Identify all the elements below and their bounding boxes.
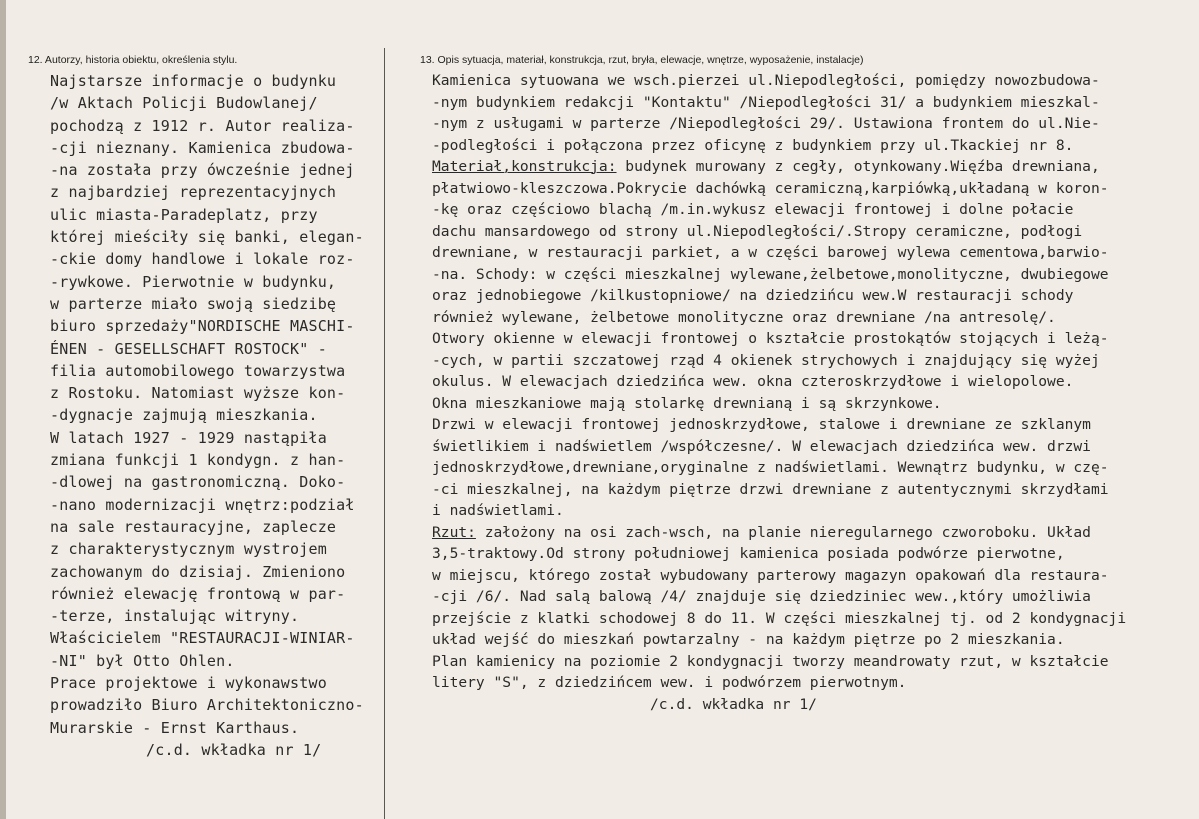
text-line: -podległości i połączona przez oficynę z budynkiem przy ul.Tkackiej nr 8. [432, 136, 1074, 154]
text-line-material [432, 156, 1199, 178]
text-line: drewniane, w restauracji parkiet, a w części barowej wylewa cementowa,barwio- [432, 244, 1109, 261]
text-line: pochodzą z 1912 r. Autor realiza- [50, 116, 355, 135]
text-line: Prace projektowe i wykonawstwo [50, 674, 327, 693]
text-line: przejście z klatki schodowej 8 do 11. W części mieszkalnej tj. od 2 kondygnacji [432, 609, 1127, 627]
text-line: prowadziło Biuro Architektoniczno- [50, 696, 364, 715]
text-line: oraz jednobiegowe /kilkustopniowe/ na dziedzińcu wew.W restauracji schody [432, 287, 1074, 304]
text-line: której mieściły się banki, elegan- [50, 228, 364, 247]
text-line: Kamienica sytuowana we wsch.pierzei ul.Niepodległości, pomiędzy nowozbudowa- [432, 72, 1100, 89]
text-line: z charakterystycznym wystrojem [50, 540, 327, 559]
text-line: zmiana funkcji 1 kondygn. z han- [50, 451, 346, 470]
text-line: dachu mansardowego od strony ul.Niepodległości/.Stropy ceramiczne, podłogi [432, 222, 1083, 240]
text-line: Drzwi w elewacji frontowej jednoskrzydłowe, stalowe i drewniane ze szklanym [432, 416, 1091, 433]
continuation-note: /c.d. wkładka nr 1/ [146, 740, 322, 759]
column-divider [384, 48, 385, 819]
text-line: 3,5-traktowy.Od strony południowej kamienica posiada podwórze pierwotne, [432, 545, 1065, 562]
text-line: -NI" był Otto Ohlen. [50, 651, 235, 670]
section-12-heading: 12. Autorzy, historia obiektu, określenia stylu. [28, 54, 238, 66]
text-line: -cji nieznany. Kamienica zbudowa- [50, 138, 355, 157]
text-line: Otwory okienne w elewacji frontowej o kształcie prostokątów stojących i leżą- [432, 330, 1109, 347]
text-line: również elewację frontową w par- [50, 584, 346, 603]
text-line: w miejscu, którego został wybudowany parterowy magazyn opakowań dla restaura- [432, 566, 1109, 584]
text-line: /w Aktach Policji Budowlanej/ [50, 94, 318, 113]
text-line: -nym budynkiem redakcji "Kontaktu" /Niepodległości 31/ a budynkiem mieszkal- [432, 93, 1100, 111]
text-line: układ wejść do mieszkań powtarzalny - na każdym piętrze po 2 mieszkania. [432, 631, 1065, 648]
text-line: -ckie domy handlowe i lokale roz- [50, 250, 355, 269]
text-line: biuro sprzedaży"NORDISCHE MASCHI- [50, 317, 355, 336]
text-line: -ci mieszkalnej, na każdym piętrze drzwi drewniane z autentycznymi skrzydłami [432, 480, 1109, 498]
text-line: w parterze miało swoją siedzibę [50, 294, 337, 313]
text-line: jednoskrzydłowe,drewniane,oryginalne z nadświetlami. Wewnątrz budynku, w czę- [432, 459, 1109, 476]
section-12-body [50, 70, 380, 761]
text-line: -cych, w partii szczatowej rząd 4 okienek strychowych i znajdujący się wyżej [432, 351, 1100, 369]
text-line: -na została przy ówcześnie jednej [50, 161, 355, 180]
text-line: -nano modernizacji wnętrz:podział [50, 495, 355, 514]
text-line: -terze, instalując witryny. [50, 607, 300, 626]
text-line: W latach 1927 - 1929 nastąpiła [50, 428, 327, 447]
text-line: -na. Schody: w części mieszkalnej wylewane,żelbetowe,monolityczne, dwubiegowe [432, 265, 1109, 283]
continuation-note: /c.d. wkładka nr 1/ [650, 695, 817, 713]
text-line: -nym z usługami w parterze /Niepodległości 29/. Ustawiona frontem do ul.Nie- [432, 115, 1100, 132]
rzut-text: założony na osi zach-wsch, na planie nieregularnego czworoboku. Układ [475, 523, 1091, 541]
text-line: płatwiowo-kleszczowa.Pokrycie dachówką ceramiczną,karpiówką,układaną w koron- [432, 179, 1109, 197]
text-line: -rywkowe. Pierwotnie w budynku, [50, 272, 337, 291]
section-13-heading: 13. Opis sytuacja, materiał, konstrukcja, rzut, bryła, elewacje, wnętrze, wyposażenie, instalacje) [420, 54, 864, 66]
text-line: -kę oraz częściowo blachą /m.in.wykusz elewacji frontowej i dolne połacie [432, 201, 1074, 218]
text-line: Najstarsze informacje o budynku [50, 72, 337, 90]
text-line: świetlikiem i nadświetlem /współczesne/. W elewacjach dziedzińca wew. drzwi [432, 437, 1091, 455]
text-line: z Rostoku. Natomiast wyższe kon- [50, 384, 346, 403]
section-13-body [432, 70, 1199, 715]
rzut-label: Rzut: [432, 523, 476, 541]
text-line: Plan kamienicy na poziomie 2 kondygnacji tworzy meandrowaty rzut, w kształcie [432, 652, 1109, 670]
text-line: litery "S", z dziedzińcem wew. i podwórzem pierwotnym. [432, 674, 907, 691]
text-line: -dlowej na gastronomiczną. Doko- [50, 473, 346, 492]
text-line: ulic miasta-Paradeplatz, przy [50, 205, 318, 224]
text-line: okulus. W elewacjach dziedzińca wew. okna czteroskrzydłowe i wielopolowe. [432, 373, 1074, 390]
text-line-rzut [432, 522, 1199, 544]
text-line: Okna mieszkaniowe mają stolarkę drewnianą i są skrzynkowe. [432, 394, 942, 412]
text-line: i nadświetlami. [432, 502, 564, 519]
text-line: na sale restauracyjne, zaplecze [50, 517, 337, 536]
text-line: Właścicielem "RESTAURACJI-WINIAR- [50, 629, 355, 648]
text-line: również wylewane, żelbetowe monolityczne oraz drewniane /na antresolę/. [432, 308, 1056, 326]
text-line: -dygnacje zajmują mieszkania. [50, 406, 318, 425]
text-line: z najbardziej reprezentacyjnych [50, 183, 337, 202]
material-label: Materiał,konstrukcja: [432, 158, 617, 175]
text-line: zachowanym do dzisiaj. Zmieniono [50, 562, 346, 581]
text-line: Murarskie - Ernst Karthaus. [50, 718, 300, 737]
text-line: ÉNEN - GESELLSCHAFT ROSTOCK" - [50, 339, 327, 358]
text-line: filia automobilowego towarzystwa [50, 361, 346, 380]
material-text: budynek murowany z cegły, otynkowany.Więźba drewniana, [616, 158, 1100, 175]
text-line: -cji /6/. Nad salą balową /4/ znajduje się dziedziniec wew.,który umożliwia [432, 588, 1091, 605]
